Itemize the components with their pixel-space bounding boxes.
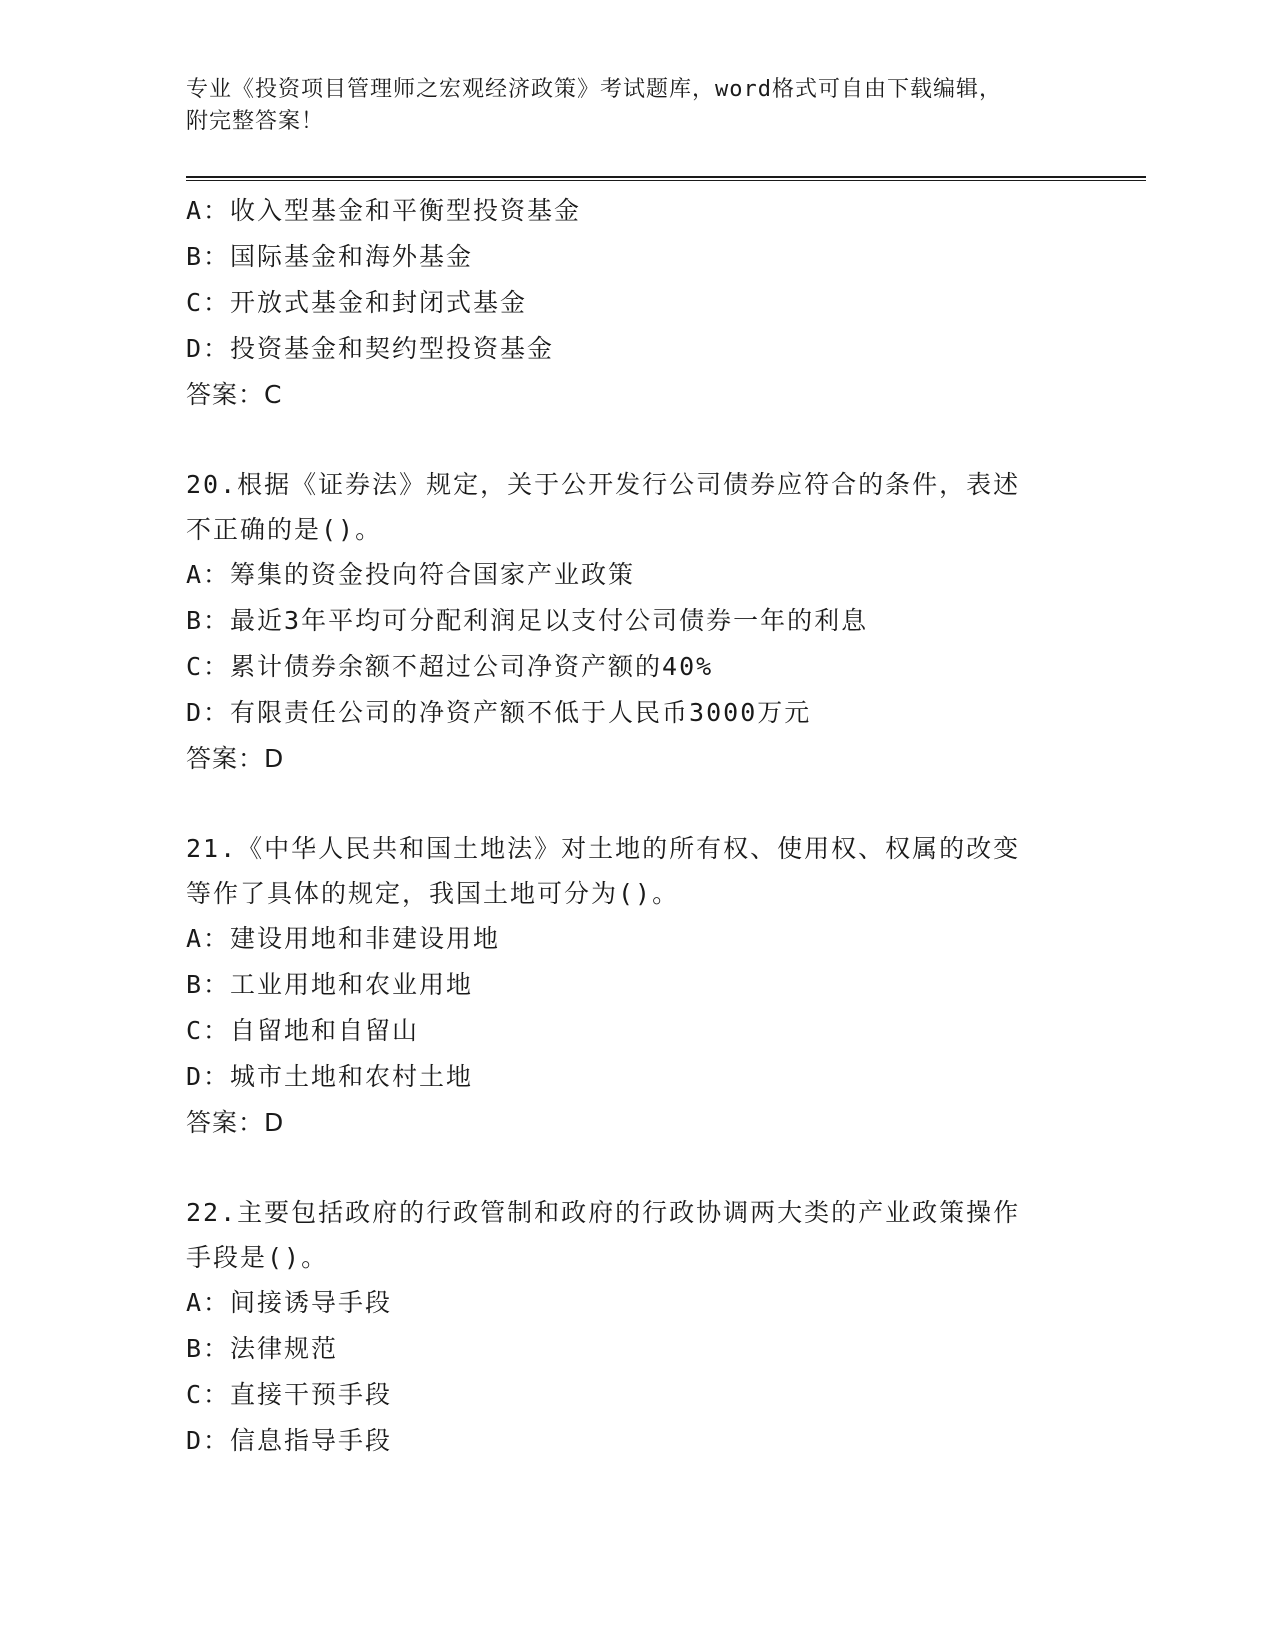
option-a: A：筹集的资金投向符合国家产业政策: [186, 560, 636, 589]
question-spacer: [186, 418, 1086, 462]
question-stem: [186, 462, 1086, 552]
question-21: [186, 826, 1086, 1146]
question-22: [186, 1190, 1086, 1464]
option-b: B：最近3年平均可分配利润足以支付公司债券一年的利息: [186, 606, 869, 635]
answer-line: 答案：D: [186, 1108, 285, 1137]
option-b: B：法律规范: [186, 1334, 339, 1363]
question-spacer: [186, 1146, 1086, 1190]
answer-line: 答案：D: [186, 744, 285, 773]
header-line-2: 附完整答案！: [186, 109, 325, 134]
question-stem: [186, 826, 1086, 916]
question-list: [186, 188, 1086, 1464]
option-c: C：开放式基金和封闭式基金: [186, 288, 528, 317]
question-20: [186, 462, 1086, 782]
header-divider: [186, 176, 1146, 181]
header-line-1: 专业《投资项目管理师之宏观经济政策》考试题库，word格式可自由下载编辑，: [186, 77, 1002, 102]
question-stem-line-1: 21.《中华人民共和国土地法》对土地的所有权、使用权、权属的改变: [186, 834, 1021, 863]
question-19-continued: [186, 188, 1086, 418]
question-stem-line-2: 手段是()。: [186, 1243, 329, 1272]
question-stem-line-2: 等作了具体的规定，我国土地可分为()。: [186, 879, 680, 908]
answer-line: 答案：C: [186, 380, 283, 409]
option-b: B：国际基金和海外基金: [186, 242, 474, 271]
question-stem-line-1: 20.根据《证券法》规定，关于公开发行公司债券应符合的条件，表述: [186, 470, 1021, 499]
option-c: C：直接干预手段: [186, 1380, 393, 1409]
option-d: D：有限责任公司的净资产额不低于人民币3000万元: [186, 698, 812, 727]
option-d: D：信息指导手段: [186, 1426, 393, 1455]
question-spacer: [186, 782, 1086, 826]
option-d: D：投资基金和契约型投资基金: [186, 334, 555, 363]
option-d: D：城市土地和农村土地: [186, 1062, 474, 1091]
option-a: A：间接诱导手段: [186, 1288, 393, 1317]
option-c: C：自留地和自留山: [186, 1016, 420, 1045]
option-a: A：建设用地和非建设用地: [186, 924, 501, 953]
question-stem: [186, 1190, 1086, 1280]
question-stem-line-2: 不正确的是()。: [186, 515, 383, 544]
option-a: A：收入型基金和平衡型投资基金: [186, 196, 582, 225]
option-c: C：累计债券余额不超过公司净资产额的40%: [186, 652, 714, 681]
document-header: [186, 74, 1066, 138]
question-stem-line-1: 22.主要包括政府的行政管制和政府的行政协调两大类的产业政策操作: [186, 1198, 1021, 1227]
option-b: B：工业用地和农业用地: [186, 970, 474, 999]
